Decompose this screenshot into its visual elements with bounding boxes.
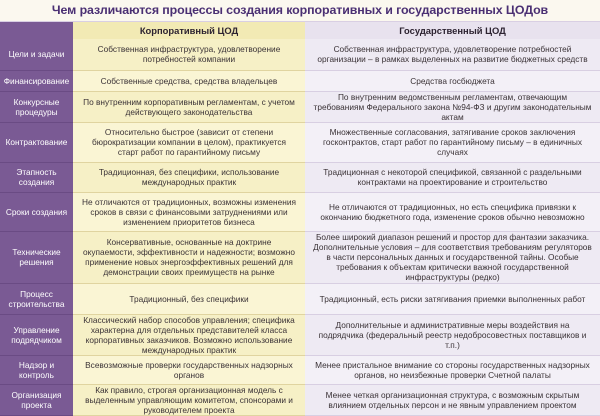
corporate-cell: Не отличаются от традиционных, возможны изменения сроков в связи с финансовыми затруднениями или изменением приоритетов бизнеса bbox=[73, 192, 305, 231]
row-label: Управление подрядчиком bbox=[0, 314, 73, 355]
table-row bbox=[0, 231, 600, 283]
government-cell: Средства госбюджета bbox=[305, 70, 600, 91]
table-row bbox=[0, 70, 600, 91]
corporate-cell: Консервативные, основанные на доктрине окупаемости, эффективности и надежности; возможно применение новых энергоэффективных решений для демонстрации своих преимуществ на рынке bbox=[73, 231, 305, 283]
corporate-cell: Собственные средства, средства владельцев bbox=[73, 70, 305, 91]
row-label: Финансирование bbox=[0, 70, 73, 91]
table-row bbox=[0, 162, 600, 192]
government-cell: Традиционный, есть риски затягивания приемки выполненных работ bbox=[305, 283, 600, 314]
corporate-cell: Традиционный, без специфики bbox=[73, 283, 305, 314]
table-row bbox=[0, 314, 600, 355]
government-cell: Более широкий диапазон решений и простор для фантазии заказчика. Дополнительные условия – для соответствия требованиям регуляторов в части персональных данных и государственной тайны. Особые требования к объектам критически важной государственной инфраструктуры (редко) bbox=[305, 231, 600, 283]
government-cell: Не отличаются от традиционных, но есть специфика привязки к окончанию бюджетного года, изменение сроков обычно невозможно bbox=[305, 192, 600, 231]
corporate-cell: Собственная инфраструктура, удовлетворение потребностей компании bbox=[73, 39, 305, 70]
table-row bbox=[0, 91, 600, 122]
row-label: Организация проекта bbox=[0, 384, 73, 415]
government-cell: По внутренним ведомственным регламентам, отвечающим требованиям Федерального закона №94-ФЗ и другим законодательным актам bbox=[305, 91, 600, 122]
row-label: Конкурсные процедуры bbox=[0, 91, 73, 122]
government-cell: Традиционная с некоторой спецификой, связанной с раздельными контрактами на проектирование и строительство bbox=[305, 162, 600, 192]
row-label: Контрактование bbox=[0, 122, 73, 162]
comparison-table bbox=[0, 22, 600, 416]
table-header-row bbox=[0, 22, 600, 39]
table-row bbox=[0, 355, 600, 384]
table-row bbox=[0, 122, 600, 162]
government-cell: Менее пристальное внимание со стороны государственных надзорных органов, но неизбежные проверки Счетной палаты bbox=[305, 355, 600, 384]
corporate-cell: Как правило, строгая организационная модель с выделенным управляющим комитетом, спонсорами и руководителем проекта bbox=[73, 384, 305, 415]
table-row bbox=[0, 192, 600, 231]
row-label: Цели и задачи bbox=[0, 39, 73, 70]
page-title: Чем различаются процессы создания корпоративных и государственных ЦОДов bbox=[0, 0, 600, 22]
corporate-cell: Относительно быстрое (зависит от степени бюрократизации компании в целом), практикуется старт работ по гарантийному письму bbox=[73, 122, 305, 162]
corporate-cell: По внутренним корпоративным регламентам, с учетом действующего законодательства bbox=[73, 91, 305, 122]
table-row bbox=[0, 283, 600, 314]
table-row bbox=[0, 384, 600, 415]
government-cell: Собственная инфраструктура, удовлетворение потребностей организации – в рамках выделенных на развитие бюджетных средств bbox=[305, 39, 600, 70]
corporate-cell: Всевозможные проверки государственных надзорных органов bbox=[73, 355, 305, 384]
corporate-cell: Классический набор способов управления; специфика характерна для отдельных представителей класса корпоративных заказчиков. Возможно использование международных практик bbox=[73, 314, 305, 355]
row-label: Процесс строительства bbox=[0, 283, 73, 314]
header-corner bbox=[0, 22, 73, 39]
row-label: Надзор и контроль bbox=[0, 355, 73, 384]
row-label: Сроки создания bbox=[0, 192, 73, 231]
government-cell: Дополнительные и административные меры воздействия на подрядчика (федеральный реестр недобросовестных поставщиков и т.п.) bbox=[305, 314, 600, 355]
corporate-cell: Традиционная, без специфики, использование международных практик bbox=[73, 162, 305, 192]
table-row bbox=[0, 39, 600, 70]
row-label: Этапность создания bbox=[0, 162, 73, 192]
government-cell: Менее четкая организационная структура, с возможным скрытым влиянием отдельных персон и не явным управлением проектом bbox=[305, 384, 600, 415]
row-label: Технические решения bbox=[0, 231, 73, 283]
header-government: Государственный ЦОД bbox=[305, 22, 600, 39]
government-cell: Множественные согласования, затягивание сроков заключения госконтрактов, старт работ по гарантийному письму – в единичных случаях bbox=[305, 122, 600, 162]
header-corporate: Корпоративный ЦОД bbox=[73, 22, 305, 39]
